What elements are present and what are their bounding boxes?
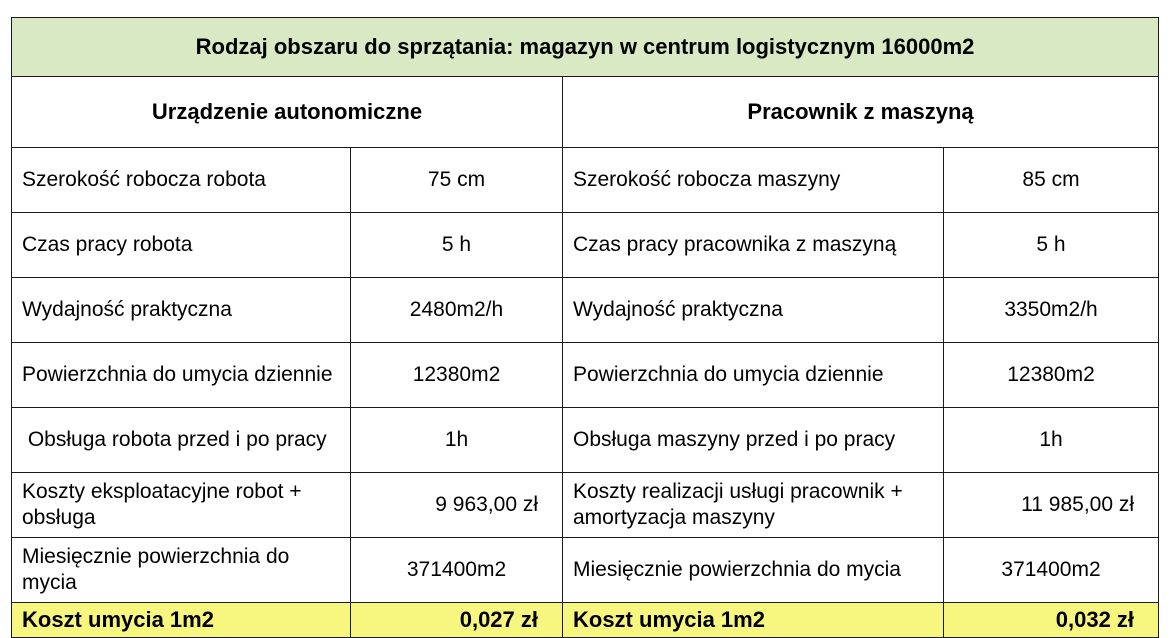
left-value: 371400m2 [351, 538, 563, 603]
right-value: 85 cm [944, 148, 1159, 213]
left-value: 1h [351, 408, 563, 473]
table-row [12, 278, 1159, 343]
table-row [12, 473, 1159, 538]
total-row [12, 603, 1159, 638]
right-value: 371400m2 [944, 538, 1159, 603]
right-value: 12380m2 [944, 343, 1159, 408]
table-title: Rodzaj obszaru do sprzątania: magazyn w centrum logistycznym 16000m2 [12, 18, 1159, 77]
left-value: 9 963,00 zł [351, 473, 563, 538]
left-label: Miesięcznie powierzchnia do mycia [12, 538, 351, 603]
left-label: Szerokość robocza robota [12, 148, 351, 213]
total-left-value: 0,027 zł [351, 603, 563, 638]
left-label: Wydajność praktyczna [12, 278, 351, 343]
right-label: Powierzchnia do umycia dziennie [563, 343, 944, 408]
left-value: 2480m2/h [351, 278, 563, 343]
right-label: Czas pracy pracownika z maszyną [563, 213, 944, 278]
right-value: 3350m2/h [944, 278, 1159, 343]
right-label: Koszty realizacji usługi pracownik + amortyzacja maszyny [563, 473, 944, 538]
total-right-label: Koszt umycia 1m2 [563, 603, 944, 638]
right-label: Miesięcznie powierzchnia do mycia [563, 538, 944, 603]
total-left-label: Koszt umycia 1m2 [12, 603, 351, 638]
left-value: 12380m2 [351, 343, 563, 408]
table-row [12, 148, 1159, 213]
total-right-value: 0,032 zł [944, 603, 1159, 638]
left-label: Koszty eksploatacyjne robot + obsługa [12, 473, 351, 538]
left-column-header: Urządzenie autonomiczne [12, 77, 563, 148]
right-value: 1h [944, 408, 1159, 473]
right-label: Szerokość robocza maszyny [563, 148, 944, 213]
right-value: 11 985,00 zł [944, 473, 1159, 538]
title-row [12, 18, 1159, 77]
right-label: Wydajność praktyczna [563, 278, 944, 343]
left-label: Powierzchnia do umycia dziennie [12, 343, 351, 408]
table-row [12, 343, 1159, 408]
left-value: 5 h [351, 213, 563, 278]
left-value: 75 cm [351, 148, 563, 213]
right-label: Obsługa maszyny przed i po pracy [563, 408, 944, 473]
header-row [12, 77, 1159, 148]
left-label: Czas pracy robota [12, 213, 351, 278]
table-row [12, 538, 1159, 603]
left-label: Obsługa robota przed i po pracy [12, 408, 351, 473]
comparison-table [11, 17, 1159, 638]
right-column-header: Pracownik z maszyną [563, 77, 1159, 148]
right-value: 5 h [944, 213, 1159, 278]
table-row [12, 213, 1159, 278]
table-row [12, 408, 1159, 473]
